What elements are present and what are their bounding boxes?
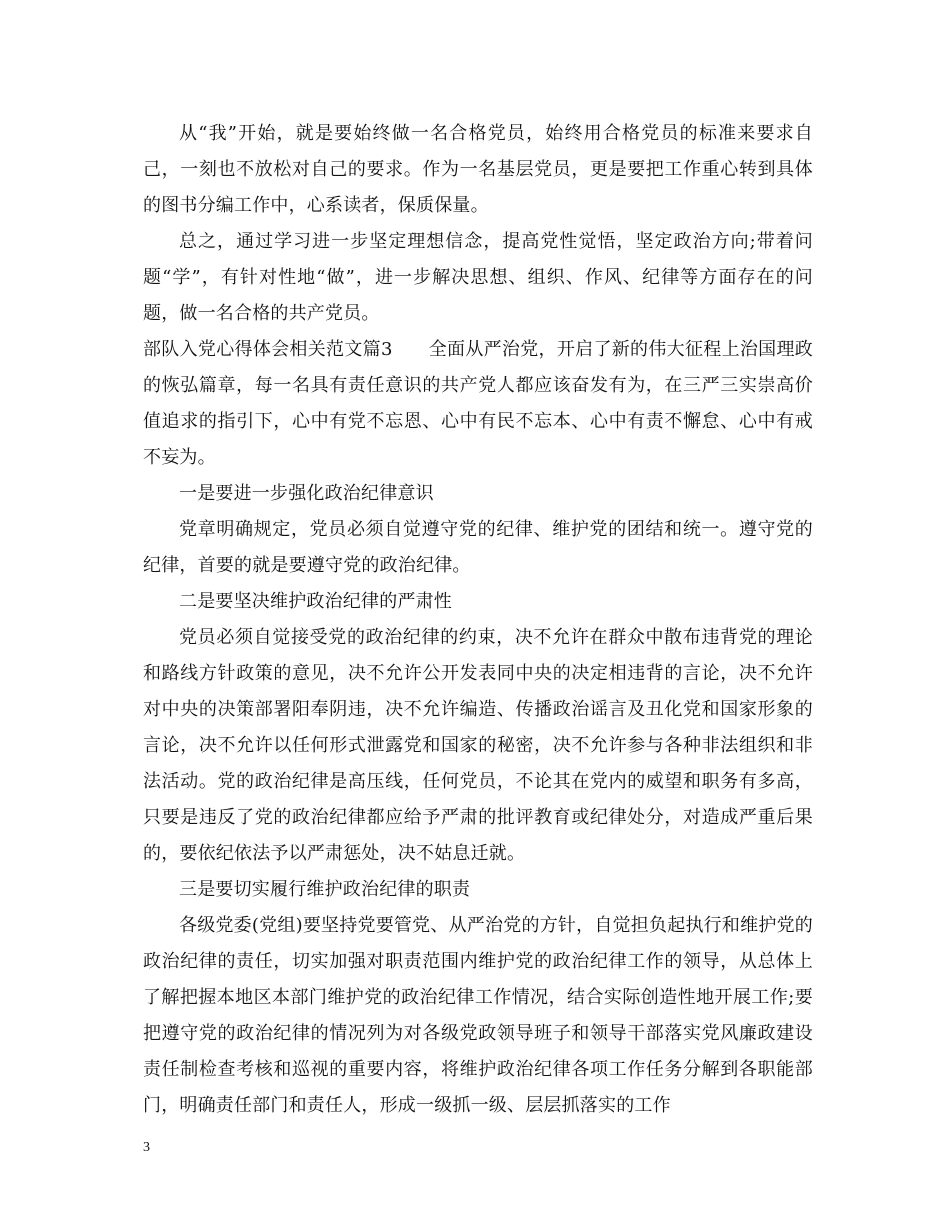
paragraph: 党章明确规定，党员必须自觉遵守党的纪律、维护党的团结和统一。遵守党的纪律，首要的就是要遵守党的政治纪律。	[143, 519, 813, 576]
paragraph: 党员必须自觉接受党的政治纪律的约束，决不允许在群众中散布违背党的理论和路线方针政策的意见，决不允许公开发表同中央的决定相违背的言论，决不允许对中央的决策部署阳奉阴违，决不允许编造、传播政治谣言及丑化党和国家形象的言论，决不允许以任何形式泄露党和国家的秘密，决不允许参与各种非法组织和非法活动。党的政治纪律是高压线，任何党员，不论其在党内的威望和职务有多高，只要是违反了党的政治纪律都应给予严肃的批评教育或纪律处分，对造成严重后果的，要依纪依法予以严肃惩处，决不姑息迁就。	[143, 627, 813, 864]
page-number: 3	[143, 1140, 150, 1155]
paragraph: 各级党委(党组)要坚持党要管党、从严治党的方针，自觉担负起执行和维护党的政治纪律的责任，切实加强对职责范围内维护党的政治纪律工作的领导，从总体上了解把握本地区本部门维护党的政治纪律工作情况，结合实际创造性地开展工作;要把遵守党的政治纪律的情况列为对各级党政领导班子和领导干部落实党风廉政建设责任制检查考核和巡视的重要内容，将维护政治纪律各项工作任务分解到各职能部门，明确责任部门和责任人，形成一级抓一级、层层抓落实的工作	[143, 915, 813, 1116]
section-paragraph	[143, 332, 813, 476]
subheading: 一是要进一步强化政治纪律意识	[179, 483, 434, 504]
subheading: 二是要坚决维护政治纪律的严肃性	[179, 591, 452, 612]
section-lead: 全面从严治党，开启了新的伟大征程上治国理政的恢弘篇章，每一名具有责任意识的共产党人都应该奋发有为，在三严三实崇高价值追求的指引下，心中有党不忘恩、心中有民不忘本、心中有责不懈怠、心中有戒不妄为。	[143, 339, 813, 468]
paragraph: 从“我”开始，就是要始终做一名合格党员，始终用合格党员的标准来要求自己，一刻也不放松对自己的要求。作为一名基层党员，更是要把工作重心转到具体的图书分编工作中，心系读者，保质保量。	[143, 123, 813, 216]
paragraph: 总之，通过学习进一步坚定理想信念，提高党性觉悟，坚定政治方向;带着问题“学”，有针对性地“做”，进一步解决思想、组织、作风、纪律等方面存在的问题，做一名合格的共产党员。	[143, 231, 813, 324]
document-body	[143, 116, 813, 1124]
section-title: 部队入党心得体会相关范文篇3	[143, 339, 393, 360]
subheading: 三是要切实履行维护政治纪律的职责	[179, 879, 471, 900]
